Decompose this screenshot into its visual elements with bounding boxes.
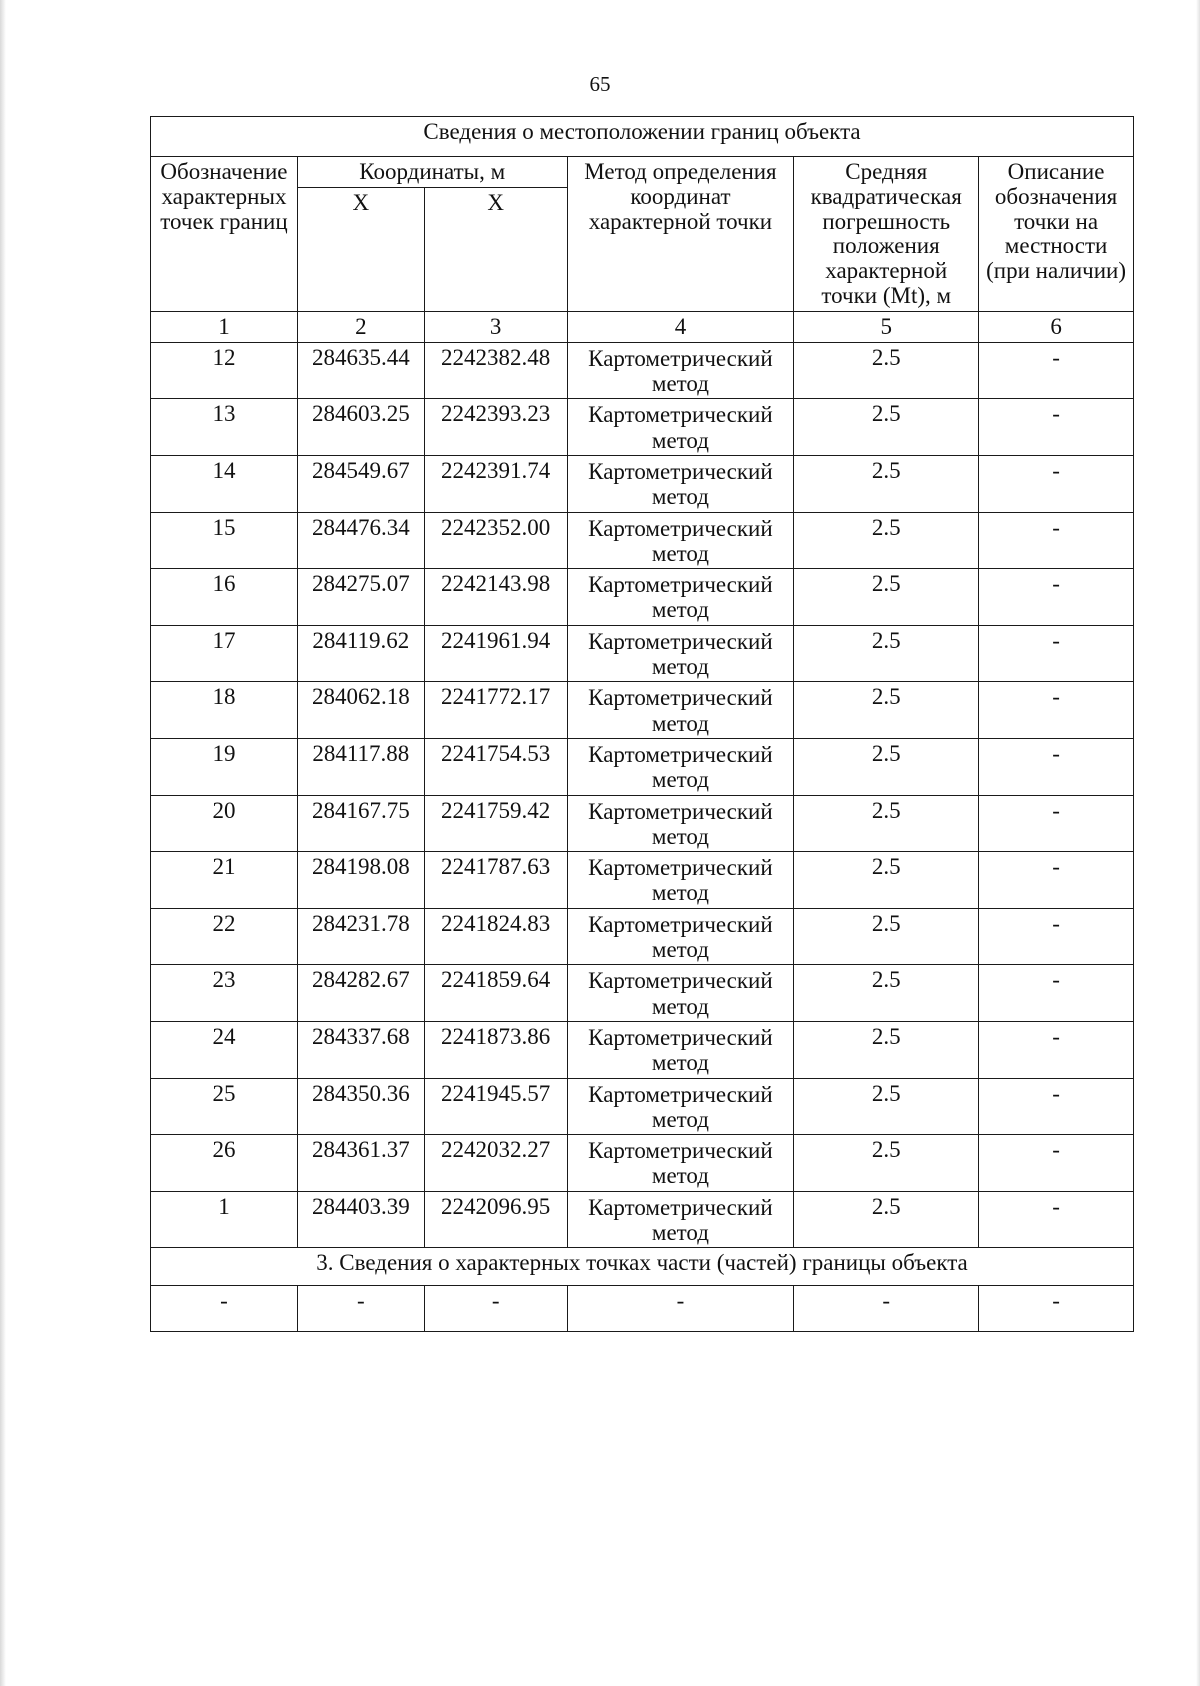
description-cell: - xyxy=(979,1021,1134,1078)
point-cell: 26 xyxy=(151,1135,298,1192)
description-cell: - xyxy=(979,795,1134,852)
header-x2: X xyxy=(424,187,567,311)
empty-value-cell: - xyxy=(424,1286,567,1332)
description-cell: - xyxy=(979,1078,1134,1135)
point-cell: 18 xyxy=(151,682,298,739)
header-x1: X xyxy=(297,187,424,311)
x-coordinate-cell: 284635.44 xyxy=(297,342,424,399)
error-cell: 2.5 xyxy=(794,625,979,682)
method-cell: Картометрический метод xyxy=(567,1135,794,1192)
method-cell: Картометрический метод xyxy=(567,569,794,626)
empty-value-cell: - xyxy=(297,1286,424,1332)
description-cell: - xyxy=(979,965,1134,1022)
description-cell: - xyxy=(979,399,1134,456)
x-coordinate-cell: 284337.68 xyxy=(297,1021,424,1078)
scan-edge-right xyxy=(1196,0,1200,1686)
table-row xyxy=(151,625,1134,682)
point-cell: 13 xyxy=(151,399,298,456)
method-cell: Картометрический метод xyxy=(567,625,794,682)
table-row xyxy=(151,682,1134,739)
table-row xyxy=(151,852,1134,909)
point-cell: 25 xyxy=(151,1078,298,1135)
header-description: Описание обозначения точки на местности (при наличии) xyxy=(979,157,1134,312)
empty-value-cell: - xyxy=(794,1286,979,1332)
x-coordinate-cell: 284119.62 xyxy=(297,625,424,682)
point-cell: 22 xyxy=(151,908,298,965)
error-cell: 2.5 xyxy=(794,908,979,965)
error-cell: 2.5 xyxy=(794,569,979,626)
table-row xyxy=(151,342,1134,399)
table-row xyxy=(151,399,1134,456)
method-cell: Картометрический метод xyxy=(567,852,794,909)
description-cell: - xyxy=(979,569,1134,626)
point-cell: 20 xyxy=(151,795,298,852)
table-row xyxy=(151,1191,1134,1248)
table-row xyxy=(151,1078,1134,1135)
header-method: Метод определения координат характерной точки xyxy=(567,157,794,312)
y-coordinate-cell: 2241754.53 xyxy=(424,738,567,795)
error-cell: 2.5 xyxy=(794,738,979,795)
error-cell: 2.5 xyxy=(794,795,979,852)
method-cell: Картометрический метод xyxy=(567,342,794,399)
y-coordinate-cell: 2241945.57 xyxy=(424,1078,567,1135)
table-row xyxy=(151,965,1134,1022)
point-cell: 12 xyxy=(151,342,298,399)
x-coordinate-cell: 284198.08 xyxy=(297,852,424,909)
error-cell: 2.5 xyxy=(794,342,979,399)
x-coordinate-cell: 284167.75 xyxy=(297,795,424,852)
error-cell: 2.5 xyxy=(794,1191,979,1248)
x-coordinate-cell: 284062.18 xyxy=(297,682,424,739)
y-coordinate-cell: 2242096.95 xyxy=(424,1191,567,1248)
table-row xyxy=(151,908,1134,965)
x-coordinate-cell: 284282.67 xyxy=(297,965,424,1022)
error-cell: 2.5 xyxy=(794,1135,979,1192)
error-cell: 2.5 xyxy=(794,512,979,569)
column-number: 1 xyxy=(151,311,298,342)
point-cell: 14 xyxy=(151,455,298,512)
y-coordinate-cell: 2242032.27 xyxy=(424,1135,567,1192)
boundary-coordinates-table xyxy=(150,116,1134,1332)
point-cell: 15 xyxy=(151,512,298,569)
page-number: 65 xyxy=(589,72,611,96)
x-coordinate-cell: 284231.78 xyxy=(297,908,424,965)
method-cell: Картометрический метод xyxy=(567,1191,794,1248)
description-cell: - xyxy=(979,342,1134,399)
x-coordinate-cell: 284476.34 xyxy=(297,512,424,569)
error-cell: 2.5 xyxy=(794,455,979,512)
table-row xyxy=(151,1021,1134,1078)
description-cell: - xyxy=(979,1135,1134,1192)
x-coordinate-cell: 284117.88 xyxy=(297,738,424,795)
error-cell: 2.5 xyxy=(794,1078,979,1135)
empty-value-cell: - xyxy=(151,1286,298,1332)
x-coordinate-cell: 284403.39 xyxy=(297,1191,424,1248)
y-coordinate-cell: 2241859.64 xyxy=(424,965,567,1022)
description-cell: - xyxy=(979,625,1134,682)
error-cell: 2.5 xyxy=(794,965,979,1022)
y-coordinate-cell: 2242382.48 xyxy=(424,342,567,399)
empty-value-cell: - xyxy=(567,1286,794,1332)
empty-value-cell: - xyxy=(979,1286,1134,1332)
table-title: Сведения о местоположении границ объекта xyxy=(151,117,1134,157)
description-cell: - xyxy=(979,1191,1134,1248)
y-coordinate-cell: 2241961.94 xyxy=(424,625,567,682)
point-cell: 23 xyxy=(151,965,298,1022)
point-cell: 24 xyxy=(151,1021,298,1078)
method-cell: Картометрический метод xyxy=(567,965,794,1022)
y-coordinate-cell: 2241772.17 xyxy=(424,682,567,739)
method-cell: Картометрический метод xyxy=(567,399,794,456)
table-row xyxy=(151,738,1134,795)
x-coordinate-cell: 284549.67 xyxy=(297,455,424,512)
description-cell: - xyxy=(979,852,1134,909)
method-cell: Картометрический метод xyxy=(567,1021,794,1078)
method-cell: Картометрический метод xyxy=(567,455,794,512)
x-coordinate-cell: 284603.25 xyxy=(297,399,424,456)
x-coordinate-cell: 284361.37 xyxy=(297,1135,424,1192)
method-cell: Картометрический метод xyxy=(567,512,794,569)
description-cell: - xyxy=(979,738,1134,795)
x-coordinate-cell: 284350.36 xyxy=(297,1078,424,1135)
description-cell: - xyxy=(979,512,1134,569)
method-cell: Картометрический метод xyxy=(567,1078,794,1135)
table-row xyxy=(151,795,1134,852)
description-cell: - xyxy=(979,682,1134,739)
header-coordinates: Координаты, м xyxy=(297,157,567,188)
point-cell: 17 xyxy=(151,625,298,682)
table-row xyxy=(151,1286,1134,1332)
y-coordinate-cell: 2242391.74 xyxy=(424,455,567,512)
column-number: 2 xyxy=(297,311,424,342)
table-row xyxy=(151,569,1134,626)
method-cell: Картометрический метод xyxy=(567,908,794,965)
point-cell: 16 xyxy=(151,569,298,626)
y-coordinate-cell: 2241824.83 xyxy=(424,908,567,965)
y-coordinate-cell: 2242143.98 xyxy=(424,569,567,626)
error-cell: 2.5 xyxy=(794,1021,979,1078)
point-cell: 1 xyxy=(151,1191,298,1248)
y-coordinate-cell: 2241873.86 xyxy=(424,1021,567,1078)
y-coordinate-cell: 2241787.63 xyxy=(424,852,567,909)
y-coordinate-cell: 2241759.42 xyxy=(424,795,567,852)
point-cell: 19 xyxy=(151,738,298,795)
method-cell: Картометрический метод xyxy=(567,738,794,795)
error-cell: 2.5 xyxy=(794,399,979,456)
scan-edge-left xyxy=(0,0,6,1686)
y-coordinate-cell: 2242393.23 xyxy=(424,399,567,456)
column-number: 5 xyxy=(794,311,979,342)
x-coordinate-cell: 284275.07 xyxy=(297,569,424,626)
column-number: 3 xyxy=(424,311,567,342)
description-cell: - xyxy=(979,455,1134,512)
table-row xyxy=(151,455,1134,512)
description-cell: - xyxy=(979,908,1134,965)
column-number: 6 xyxy=(979,311,1134,342)
table-row xyxy=(151,1135,1134,1192)
header-designation: Обозначение характерных точек границ xyxy=(151,157,298,312)
column-number: 4 xyxy=(567,311,794,342)
y-coordinate-cell: 2242352.00 xyxy=(424,512,567,569)
error-cell: 2.5 xyxy=(794,682,979,739)
method-cell: Картометрический метод xyxy=(567,682,794,739)
point-cell: 21 xyxy=(151,852,298,909)
table-row xyxy=(151,512,1134,569)
section-3-title: 3. Сведения о характерных точках части (частей) границы объекта xyxy=(151,1248,1134,1286)
error-cell: 2.5 xyxy=(794,852,979,909)
header-error: Средняя квадратическая погрешность положения характерной точки (Mt), м xyxy=(794,157,979,312)
method-cell: Картометрический метод xyxy=(567,795,794,852)
